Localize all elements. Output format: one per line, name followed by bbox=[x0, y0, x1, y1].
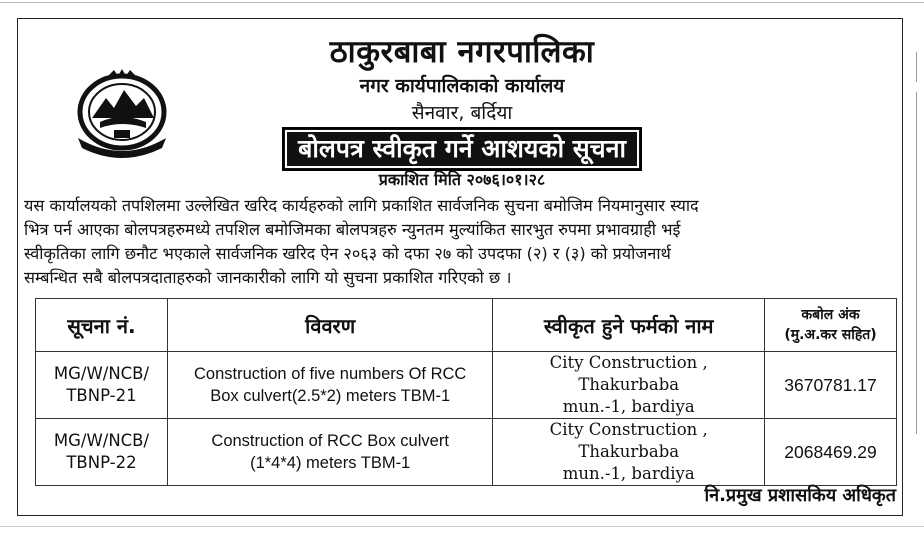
firm-line1: City Construction , Thakurbaba bbox=[549, 353, 708, 394]
firm-line2: mun.-1, bardiya bbox=[562, 464, 695, 483]
notice-title: बोलपत्र स्वीकृत गर्ने आशयको सूचना bbox=[282, 127, 642, 171]
cell-firm bbox=[493, 352, 765, 419]
office-name: नगर कार्यपालिकाको कार्यालय bbox=[359, 75, 565, 97]
notice-no-line1: MG/W/NCB/ bbox=[53, 364, 150, 383]
body-line: यस कार्यालयको तपशिलमा उल्लेखित खरिद कार्यहरुको लागि प्रकाशित सार्वजनिक सुचना बमोजिम नियमानुसार स्याद bbox=[24, 196, 699, 215]
notice-body bbox=[24, 194, 900, 290]
header-notice-no: सूचना नं. bbox=[36, 299, 168, 352]
description-line1: Construction of five numbers Of RCC bbox=[193, 365, 467, 383]
cell-notice-no bbox=[36, 352, 168, 419]
cell-firm bbox=[493, 419, 765, 486]
table-row bbox=[36, 352, 897, 419]
notice-no-line2: TBNP-22 bbox=[66, 453, 137, 472]
body-line: भित्र पर्न आएका बोलपत्रहरुमध्ये तपशिल बमोजिमका बोलपत्रहरु न्युनतम मुल्यांकित सारभुत रुपमा प्रभावग्राही भई bbox=[24, 220, 681, 239]
bottom-divider bbox=[0, 526, 924, 527]
cell-amount: 2068469.29 bbox=[765, 419, 897, 486]
body-line: स्वीकृतिका लागि छनौट भएकाले सार्वजनिक खरिद ऐन २०६३ को दफा २७ को उपदफा (२) र (३) को प्रयोजनार्थ bbox=[24, 244, 671, 263]
body-line: सम्बन्धित सबै बोलपत्रदाताहरुको जानकारीको लागि यो सुचना प्रकाशित गरिएको छ । bbox=[24, 268, 512, 287]
signatory-title: नि.प्रमुख प्रशासकिय अधिकृत bbox=[704, 485, 896, 506]
office-location: सैनवार, बर्दिया bbox=[411, 102, 513, 124]
description-line2: Box culvert(2.5*2) meters TBM-1 bbox=[210, 387, 451, 405]
description-line2: (1*4*4) meters TBM-1 bbox=[250, 454, 411, 472]
notice-no-line1: MG/W/NCB/ bbox=[53, 431, 150, 450]
top-divider bbox=[0, 2, 924, 3]
cell-description bbox=[167, 352, 492, 419]
header-description: विवरण bbox=[167, 299, 492, 352]
firm-line2: mun.-1, bardiya bbox=[562, 397, 695, 416]
firm-line1: City Construction , Thakurbaba bbox=[549, 420, 708, 461]
cell-description bbox=[167, 419, 492, 486]
cell-amount: 3670781.17 bbox=[765, 352, 897, 419]
header-amount bbox=[765, 299, 897, 352]
header-firm: स्वीकृत हुने फर्मको नाम bbox=[493, 299, 765, 352]
header-amount-line1: कबोल अंक bbox=[801, 307, 860, 323]
municipality-name: ठाकुरबाबा नगरपालिका bbox=[329, 34, 595, 70]
cell-notice-no bbox=[36, 419, 168, 486]
bid-table bbox=[35, 298, 897, 486]
table-header-row bbox=[36, 299, 897, 352]
header-amount-line2: (मु.अ.कर सहित) bbox=[784, 327, 877, 343]
notice-no-line2: TBNP-21 bbox=[66, 386, 137, 405]
table-row bbox=[36, 419, 897, 486]
published-date: प्रकाशित मिति २०७६।०१।२८ bbox=[378, 170, 546, 189]
notice-title-wrap bbox=[0, 127, 924, 171]
description-line1: Construction of RCC Box culvert bbox=[211, 432, 449, 450]
